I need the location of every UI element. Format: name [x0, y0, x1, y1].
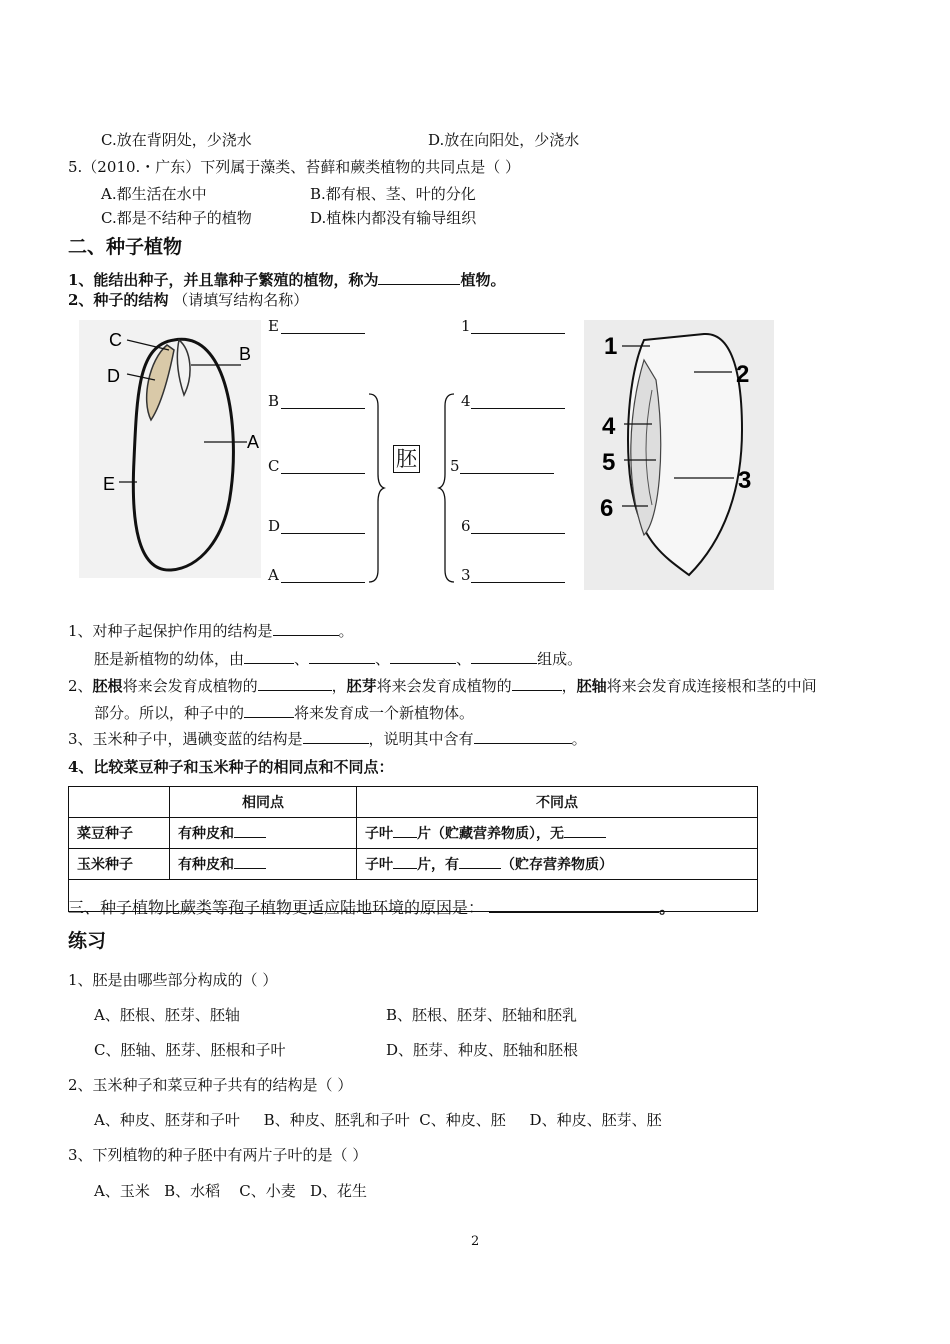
blank-b-label: B [268, 392, 280, 410]
blank-6-line [471, 533, 565, 534]
q3-mid: ，说明其中含有 [368, 730, 474, 748]
fill-q1-line2 [94, 649, 582, 668]
sep: 、 [375, 650, 391, 668]
blank-6-label: 6 [461, 517, 471, 535]
blank-e-label: E [268, 317, 279, 335]
cell-text: （贮存营养物质） [501, 857, 613, 873]
table-header-row [69, 787, 758, 818]
practice-q3: 3、下列植物的种子胚中有两片子叶的是（ ） [68, 1146, 368, 1164]
blank [390, 649, 456, 664]
section-title: 二、种子植物 [68, 236, 183, 258]
cell-text: 子叶 [365, 857, 393, 873]
blank [244, 649, 294, 664]
section2-item1 [68, 270, 505, 289]
blank-e-line [281, 333, 365, 334]
row-diff [357, 818, 758, 849]
q2-l2-post: 将来发育成一个新植物体。 [294, 704, 475, 722]
comparison-table [68, 786, 758, 912]
blank-5-label: 5 [450, 457, 460, 475]
blank [393, 854, 417, 869]
option-c: C.放在背阴处，少浇水 [101, 131, 252, 149]
q2-p2: 将来会发育成植物的 [122, 677, 258, 695]
label-e: E [103, 474, 116, 494]
q5-option-b: B.都有根、茎、叶的分化 [310, 185, 476, 203]
blank-a-line [281, 582, 365, 583]
q2-root: 胚根 [92, 677, 123, 695]
q1b-text: 胚是新植物的幼体，由 [94, 650, 245, 668]
q2-axis: 胚轴 [576, 677, 607, 695]
practice-q1-d: D、胚芽、种皮、胚轴和胚根 [386, 1041, 579, 1059]
sep: 、 [456, 650, 472, 668]
blank [459, 854, 501, 869]
q2-p6: 将来会发育成连接根和茎的中间 [606, 677, 817, 695]
blank [378, 270, 460, 285]
q1-text: 1、对种子起保护作用的结构是 [68, 622, 273, 640]
blank-4-line [471, 408, 565, 409]
blank [234, 823, 266, 838]
fill-q4: 4、比较菜豆种子和玉米种子的相同点和不同点： [68, 758, 394, 776]
table-row [69, 818, 758, 849]
q5-option-a: A.都生活在水中 [101, 185, 207, 203]
blank-b-line [281, 408, 365, 409]
blank [258, 676, 332, 691]
blank [474, 729, 572, 744]
q3-end: 。 [571, 730, 587, 748]
practice-q1: 1、胚是由哪些部分构成的（ ） [68, 971, 278, 989]
q5-stem: 5.（2010.・广东）下列属于藻类、苔藓和蕨类植物的共同点是（ ） [68, 158, 521, 176]
row-same [170, 818, 357, 849]
blank [309, 649, 375, 664]
row-diff [357, 849, 758, 880]
blank [393, 823, 417, 838]
label-2: 2 [736, 361, 750, 388]
corn-seed-diagram [584, 320, 774, 590]
practice-q3-options: A、玉米 B、水稻 C、小麦 D、花生 [94, 1182, 368, 1200]
blank [303, 729, 369, 744]
q2-p3: ， [331, 677, 347, 695]
blank [512, 676, 562, 691]
sep: 、 [294, 650, 310, 668]
practice-q1-c: C、胚轴、胚芽、胚根和子叶 [94, 1041, 286, 1059]
q1-end: 。 [338, 622, 354, 640]
blank-1-label: 1 [461, 317, 471, 335]
cell-text: 片（贮藏营养物质），无 [417, 826, 564, 842]
option-d: D.放在向阳处，少浇水 [428, 131, 580, 149]
practice-title: 练习 [68, 930, 107, 952]
q2-num: 2、 [68, 677, 93, 695]
blank-c-label: C [268, 457, 280, 475]
blank-3-line [471, 582, 565, 583]
item1-text: 1、能结出种子，并且靠种子繁殖的植物，称为 [68, 271, 379, 289]
fill-q3 [68, 729, 587, 748]
right-brace [366, 392, 386, 584]
label-5: 5 [602, 449, 616, 476]
item2-note: （请填写结构名称） [173, 291, 309, 309]
practice-q2-options: A、种皮、胚芽和子叶 B、种皮、胚乳和子叶 C、种皮、胚 D、种皮、胚芽、胚 [94, 1111, 662, 1129]
blank [489, 898, 659, 913]
left-brace [437, 392, 457, 584]
blank-4-label: 4 [461, 392, 471, 410]
label-d: D [107, 366, 120, 386]
blank [564, 823, 606, 838]
q3-pre: 3、玉米种子中，遇碘变蓝的结构是 [68, 730, 303, 748]
row-same [170, 849, 357, 880]
cell-text: 片，有 [417, 857, 459, 873]
label-4: 4 [602, 413, 616, 440]
blank [471, 649, 537, 664]
fill-q1-line1 [68, 621, 354, 640]
section3-text: 三、种子植物比蕨类等孢子植物更适应陆地环境的原因是： [68, 898, 485, 917]
label-3: 3 [738, 467, 752, 494]
q5-option-c: C.都是不结种子的植物 [101, 209, 252, 227]
blank-c-line [281, 473, 365, 474]
page-number: 2 [471, 1234, 480, 1249]
table-row [69, 849, 758, 880]
section3 [68, 898, 675, 917]
blank-d-label: D [268, 517, 281, 535]
fill-q2-line1 [68, 676, 817, 695]
header-cell [69, 787, 170, 818]
header-cell: 不同点 [357, 787, 758, 818]
practice-q2: 2、玉米种子和菜豆种子共有的结构是（ ） [68, 1076, 353, 1094]
blank [273, 621, 339, 636]
bean-seed-diagram [79, 320, 261, 578]
cell-text: 有种皮和 [178, 826, 234, 842]
blank [244, 703, 294, 718]
blank-3-label: 3 [461, 566, 471, 584]
blank-5-line [460, 473, 554, 474]
label-c: C [109, 330, 122, 350]
item2-title: 2、种子的结构 [68, 291, 169, 309]
q2-p5: ， [561, 677, 577, 695]
q1b-end: 组成。 [537, 650, 583, 668]
cell-text: 有种皮和 [178, 857, 234, 873]
section3-end: 。 [659, 898, 676, 917]
q2-l2-pre: 部分。所以，种子中的 [94, 704, 245, 722]
q5-option-d: D.植株内都没有输导组织 [310, 209, 477, 227]
practice-q1-a: A、胚根、胚芽、胚轴 [94, 1006, 240, 1024]
blank-d-line [281, 533, 365, 534]
blank-1-line [471, 333, 565, 334]
fill-q2-line2 [94, 703, 474, 722]
label-a: A [247, 432, 260, 452]
section2-item2 [68, 291, 308, 309]
label-b: B [239, 344, 252, 364]
q2-p4: 将来会发育成植物的 [376, 677, 512, 695]
item1-end: 植物。 [460, 271, 506, 289]
label-1: 1 [604, 333, 618, 360]
practice-q1-b: B、胚根、胚芽、胚轴和胚乳 [386, 1006, 578, 1024]
label-6: 6 [600, 495, 614, 522]
embryo-label: 胚 [393, 445, 420, 473]
row-name: 菜豆种子 [69, 818, 170, 849]
cell-text: 子叶 [365, 826, 393, 842]
row-name: 玉米种子 [69, 849, 170, 880]
q2-bud: 胚芽 [346, 677, 377, 695]
blank-a-label: A [268, 566, 279, 584]
header-cell: 相同点 [170, 787, 357, 818]
blank [234, 854, 266, 869]
